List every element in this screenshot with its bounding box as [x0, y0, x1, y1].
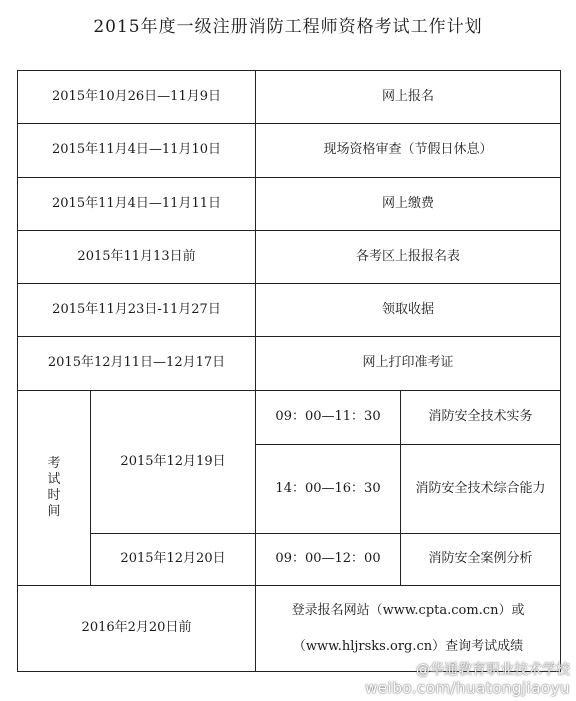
- schedule-date: 2015年11月4日—11月11日: [18, 178, 256, 231]
- exam-subject: 消防安全技术综合能力: [401, 445, 561, 534]
- schedule-date: 2015年11月23日-11月27日: [18, 284, 256, 337]
- exam-label-char: 试: [47, 471, 61, 487]
- schedule-date: 2015年11月13日前: [18, 231, 256, 284]
- schedule-task: 网上缴费: [256, 178, 561, 231]
- table-row: [18, 337, 561, 391]
- exam-date: 2015年12月19日: [91, 391, 256, 534]
- results-line: （www.hljrsks.org.cn）查询考试成绩: [292, 638, 524, 654]
- exam-label-char: 考: [47, 455, 61, 471]
- weibo-watermark: [365, 661, 570, 697]
- results-info: [256, 586, 561, 672]
- schedule-task: 网上报名: [256, 71, 561, 124]
- table-row: [18, 71, 561, 124]
- schedule-date: 2015年10月26日—11月9日: [18, 71, 256, 124]
- exam-subject: 消防安全技术实务: [401, 391, 561, 445]
- table-row: [18, 586, 561, 672]
- exam-session-time: 14：00—16：30: [256, 445, 401, 534]
- table-row: [18, 178, 561, 231]
- table-row: [18, 391, 561, 445]
- table-row: [18, 534, 561, 586]
- table-row: [18, 124, 561, 178]
- watermark-account: @华通教育职业技术学校: [416, 662, 570, 678]
- exam-date: 2015年12月20日: [91, 534, 256, 586]
- schedule-task: 各考区上报报名表: [256, 231, 561, 284]
- schedule-task: 领取收据: [256, 284, 561, 337]
- table-row: [18, 231, 561, 284]
- watermark-url: weibo.com/huatongjiaoyu: [365, 679, 570, 697]
- table-row: [18, 284, 561, 337]
- exam-subject: 消防安全案例分析: [401, 534, 561, 586]
- exam-session-time: 09：00—11：30: [256, 391, 401, 445]
- results-date: 2016年2月20日前: [18, 586, 256, 672]
- schedule-date: 2015年11月4日—11月10日: [18, 124, 256, 178]
- exam-label-char: 间: [47, 504, 61, 520]
- exam-time-label: [18, 391, 91, 586]
- page-title: 2015年度一级注册消防工程师资格考试工作计划: [93, 17, 483, 37]
- schedule-table: [17, 70, 561, 672]
- exam-session-time: 09：00—12：00: [256, 534, 401, 586]
- results-line: 登录报名网站（www.cpta.com.cn）或: [291, 603, 525, 619]
- schedule-task: 现场资格审查（节假日休息）: [256, 124, 561, 178]
- exam-label-char: 时: [47, 488, 61, 503]
- schedule-task: 网上打印准考证: [256, 337, 561, 391]
- schedule-date: 2015年12月11日—12月17日: [18, 337, 256, 391]
